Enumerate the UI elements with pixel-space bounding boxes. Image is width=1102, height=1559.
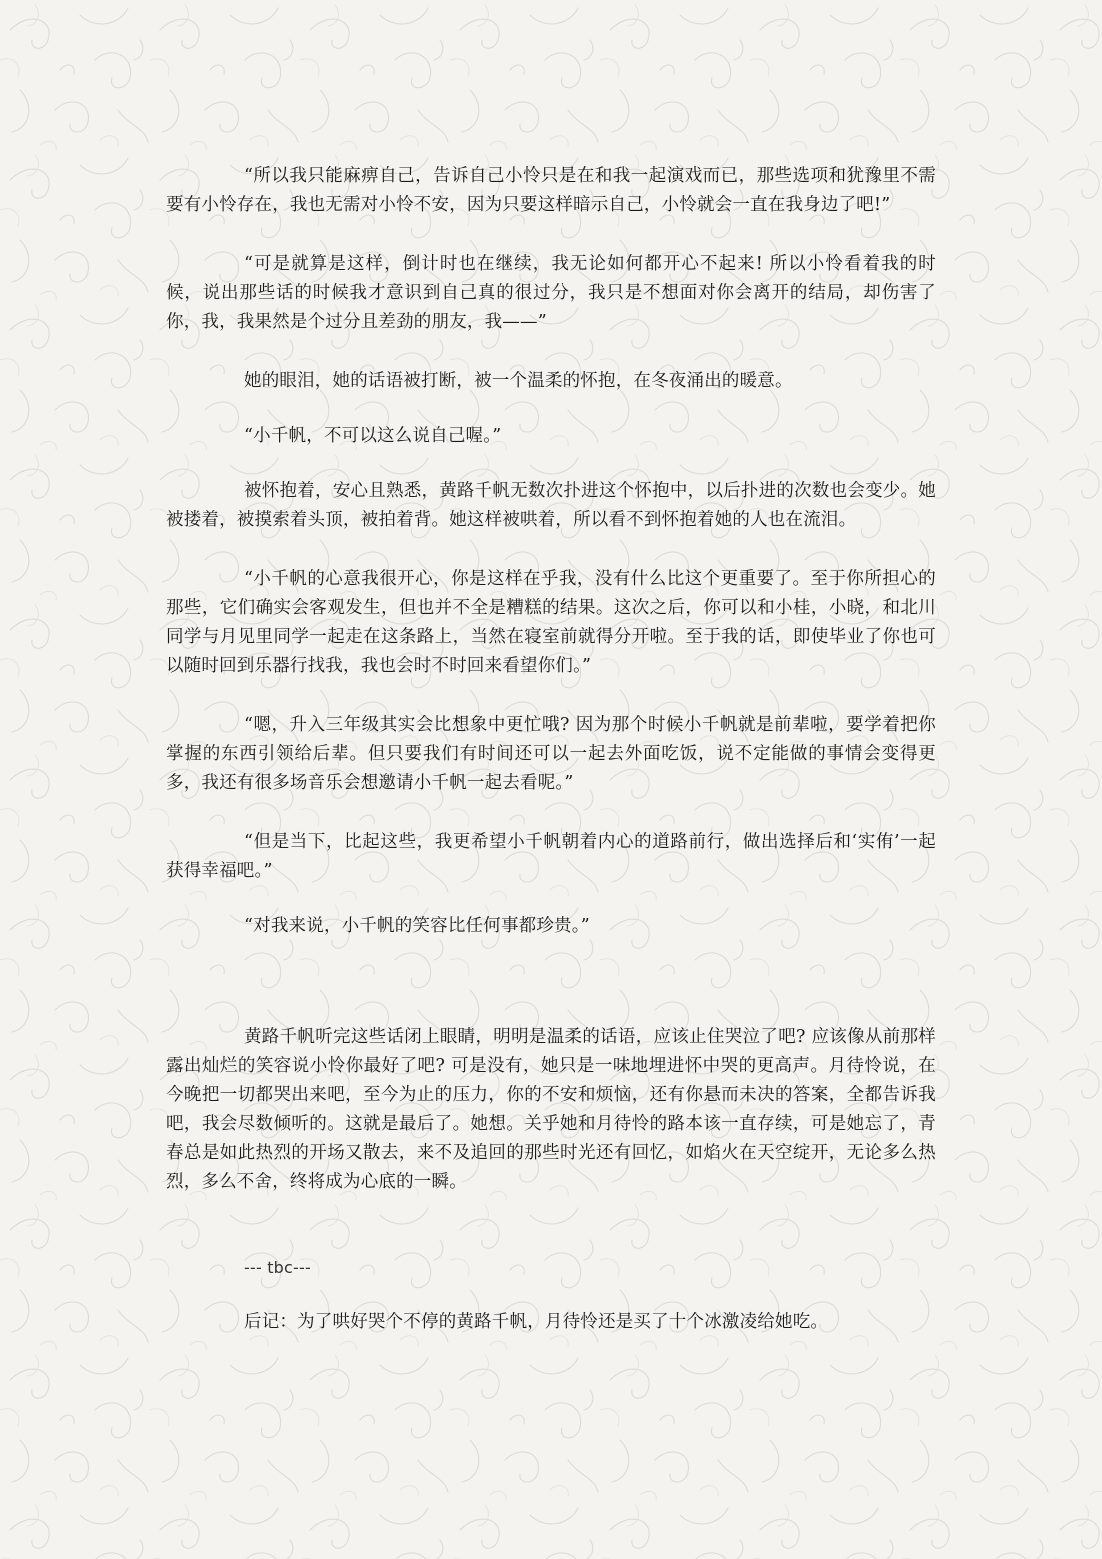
paragraph: 黄路千帆听完这些话闭上眼睛，明明是温柔的话语，应该止住哭泣了吧? 应该像从前那样露出灿烂的笑容说小怜你最好了吧? 可是没有，她只是一味地埋进怀中哭的更高声。月待怜说，在今晚把一切都哭出来吧，至今为止的压力，你的不安和烦恼，还有你悬而未决的答案，全都告诉我吧，我会尽数倾听的。这就是最后了。她想。关乎她和月待怜的路本该一直存续，可是她忘了，青春总是如此热烈的开场又散去，来不及追回的那些时光还有回忆，如焰火在天空绽开，无论多么热烈，多么不舍，终将成为心底的一瞬。	[166, 1027, 936, 1192]
paragraph: “嗯，升入三年级其实会比想象中更忙哦? 因为那个时候小千帆就是前辈啦，要学着把你掌握的东西引领给后辈。但只要我们有时间还可以一起去外面吃饭，说不定能做的事情会变得更多，我还有很多场音乐会想邀请小千帆一起去看呢。”	[166, 715, 936, 793]
paragraph: “所以我只能麻痹自己，告诉自己小怜只是在和我一起演戏而已，那些选项和犹豫里不需要有小怜存在，我也无需对小怜不安，因为只要这样暗示自己，小怜就会一直在我身边了吧!”	[166, 166, 936, 215]
paragraph: 她的眼泪，她的话语被打断，被一个温柔的怀抱，在冬夜涌出的暖意。	[244, 371, 793, 391]
paragraph: “但是当下，比起这些，我更希望小千帆朝着内心的道路前行，做出选择后和‘实侑’一起获得幸福吧。”	[166, 832, 936, 881]
paragraph: “可是就算是这样，倒计时也在继续，我无论如何都开心不起来! 所以小怜看着我的时候，说出那些话的时候我才意识到自己真的很过分，我只是不想面对你会离开的结局，却伤害了你，我，我果然是个过分且差劲的朋友，我——”	[166, 254, 936, 332]
afterword: 后记：为了哄好哭个不停的黄路千帆，月待怜还是买了十个冰激凌给她吃。	[244, 1312, 829, 1332]
to-be-continued-marker: --- tbc---	[244, 1258, 311, 1277]
document-page	[166, 162, 936, 1337]
paragraph: “小千帆的心意我很开心，你是这样在乎我，没有什么比这个更重要了。至于你所担心的那些，它们确实会客观发生，但也并不全是糟糕的结果。这次之后，你可以和小桂，小晓，和北川同学与月见里同学一起走在这条路上，当然在寝室前就得分开啦。至于我的话，即使毕业了你也可以随时回到乐器行找我，我也会时不时回来看望你们。”	[166, 569, 936, 676]
paragraph: “小千帆，不可以这么说自己喔。”	[244, 426, 502, 446]
paragraph: “对我来说，小千帆的笑容比任何事都珍贵。”	[244, 916, 590, 936]
paragraph: 被怀抱着，安心且熟悉，黄路千帆无数次扑进这个怀抱中，以后扑进的次数也会变少。她被搂着，被摸索着头顶，被拍着背。她这样被哄着，所以看不到怀抱着她的人也在流泪。	[166, 481, 936, 530]
